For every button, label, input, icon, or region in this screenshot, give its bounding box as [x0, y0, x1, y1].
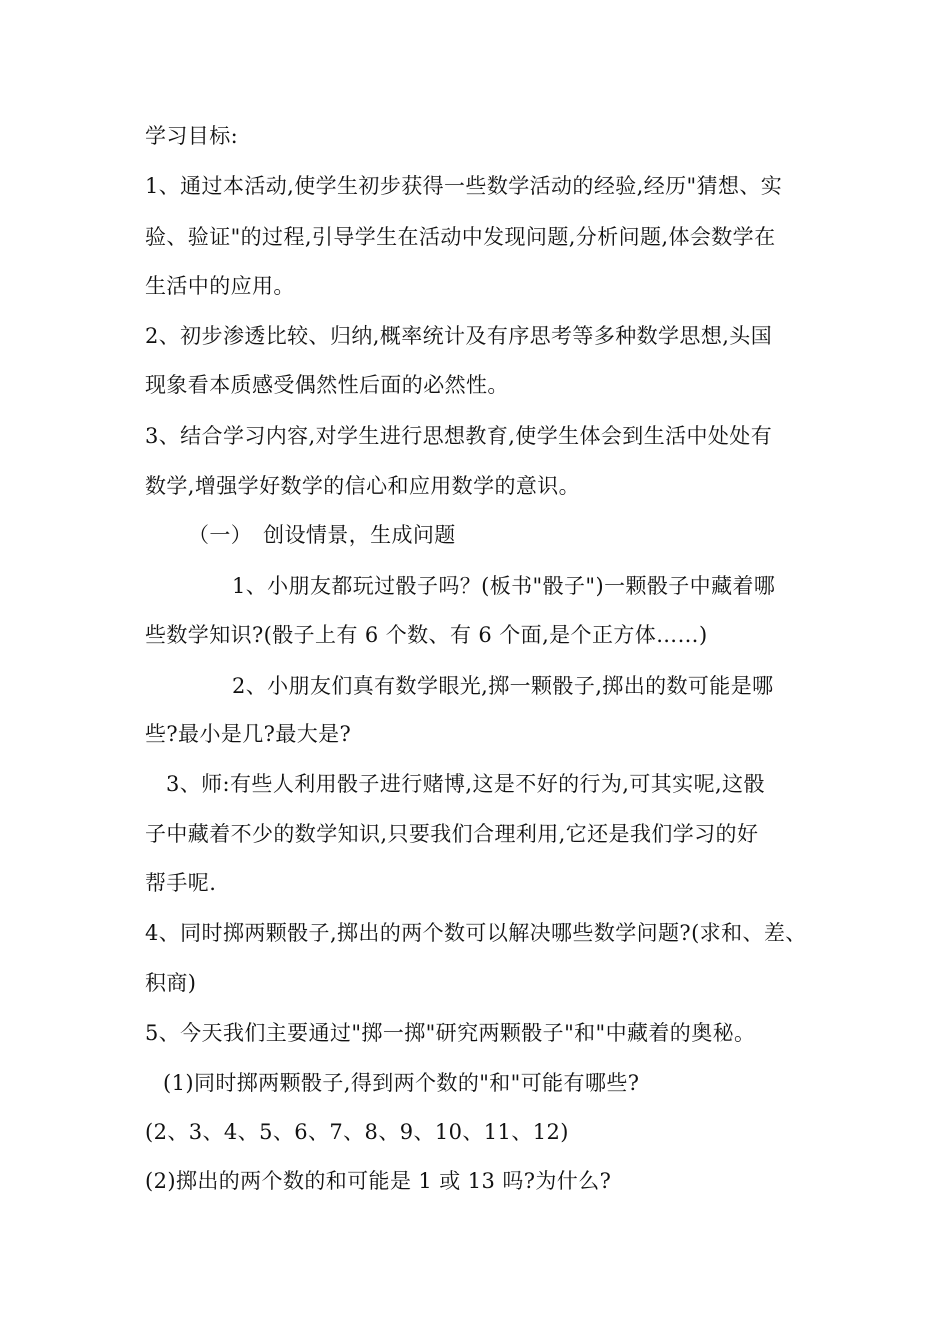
paragraph-line: 帮手呢. — [145, 871, 217, 895]
paragraph-line: (1)同时掷两颗骰子,得到两个数的"和"可能有哪些? — [163, 1071, 640, 1095]
paragraph-line: (2)掷出的两个数的和可能是 1 或 13 吗?为什么? — [145, 1169, 612, 1193]
paragraph-line: 数学,增强学好数学的信心和应用数学的意识。 — [145, 474, 581, 498]
paragraph-line: 1、通过本活动,使学生初步获得一些数学活动的经验,经历"猜想、实 — [145, 174, 783, 198]
paragraph-line: 验、验证"的过程,引导学生在活动中发现问题,分析问题,体会数学在 — [145, 225, 776, 249]
paragraph-line: 现象看本质感受偶然性后面的必然性。 — [145, 373, 509, 397]
paragraph-line: 2、初步渗透比较、归纳,概率统计及有序思考等多种数学思想,头国 — [145, 324, 773, 348]
paragraph-line: 5、今天我们主要通过"掷一掷"研究两颗骰子"和"中藏着的奥秘。 — [145, 1021, 756, 1045]
subsection-heading: （一） 创设情景，生成问题 — [188, 523, 456, 547]
paragraph-line: 1、小朋友都玩过骰子吗？(板书"骰子")一颗骰子中藏着哪 — [232, 574, 776, 598]
paragraph-line: 些?最小是几?最大是? — [145, 722, 352, 746]
paragraph-line: 4、同时掷两颗骰子,掷出的两个数可以解决哪些数学问题?(求和、差、 — [145, 921, 807, 945]
paragraph-line: 3、师:有些人利用骰子进行赌博,这是不好的行为,可其实呢,这骰 — [166, 772, 765, 796]
section-heading: 学习目标: — [145, 124, 239, 148]
paragraph-line: (2、3、4、5、6、7、8、9、10、11、12) — [145, 1120, 569, 1144]
paragraph-line: 些数学知识?(骰子上有 6 个数、有 6 个面,是个正方体……) — [145, 623, 708, 647]
paragraph-line: 积商) — [145, 971, 197, 995]
paragraph-line: 3、结合学习内容,对学生进行思想教育,使学生体会到生活中处处有 — [145, 424, 773, 448]
paragraph-line: 生活中的应用。 — [145, 274, 295, 298]
paragraph-line: 子中藏着不少的数学知识,只要我们合理利用,它还是我们学习的好 — [145, 822, 759, 846]
paragraph-line: 2、小朋友们真有数学眼光,掷一颗骰子,掷出的数可能是哪 — [232, 674, 774, 698]
